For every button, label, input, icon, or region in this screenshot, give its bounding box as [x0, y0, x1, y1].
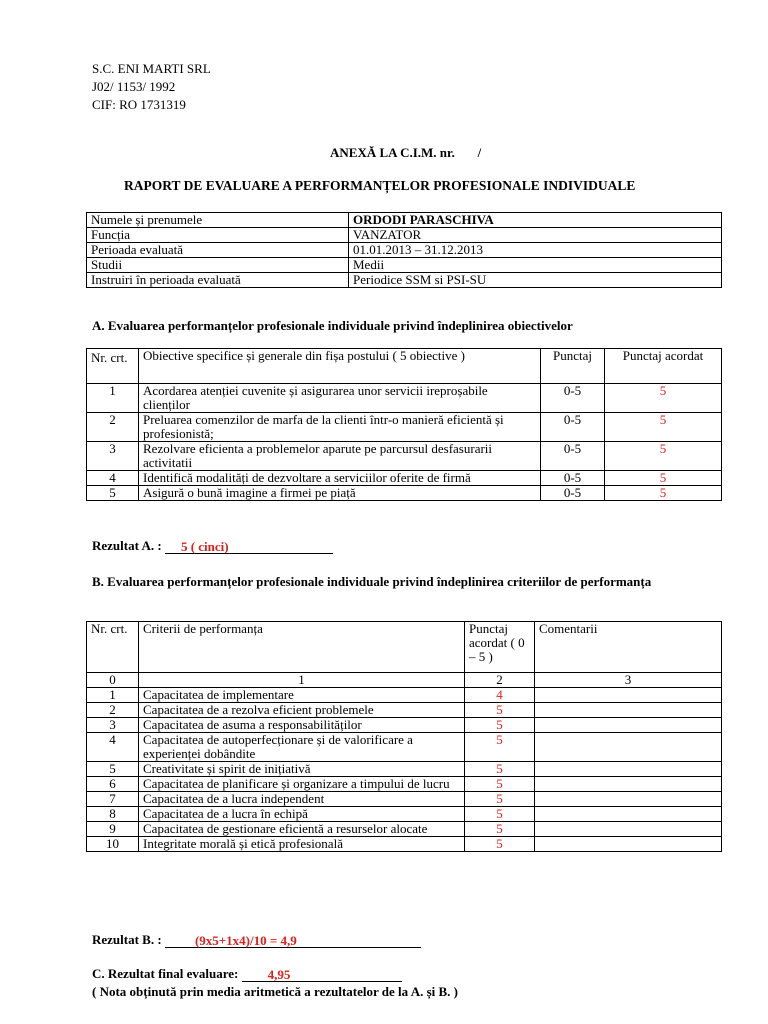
- info-value: Medii: [349, 258, 722, 273]
- annex-title: ANEXĂ LA C.I.M. nr. /: [330, 145, 482, 160]
- criteria-comment: [535, 822, 722, 837]
- criteria-text: Creativitate și spirit de inițiativă: [139, 762, 465, 777]
- index-3: 3: [535, 673, 722, 688]
- company-name: S.C. ENI MARTI SRL: [92, 61, 211, 76]
- criteria-comment: [535, 837, 722, 852]
- objective-range: 0-5: [541, 442, 605, 471]
- objective-range: 0-5: [541, 413, 605, 442]
- criteria-nr: 4: [87, 733, 139, 762]
- criteria-row: [87, 822, 722, 837]
- criteria-comment: [535, 703, 722, 718]
- criteria-row: [87, 688, 722, 703]
- result-a: [92, 538, 333, 554]
- col-nr-label: Nr. crt.: [91, 350, 128, 365]
- criteria-row: [87, 733, 722, 762]
- criteria-score: 5: [465, 837, 535, 852]
- criteria-text: Capacitatea de a lucra în echipă: [139, 807, 465, 822]
- objective-row: [87, 471, 722, 486]
- final-note: ( Nota obținută prin media aritmetică a rezultatelor de la A. și B. ): [92, 984, 459, 999]
- criteria-text: Capacitatea de asuma a responsabilităților: [139, 718, 465, 733]
- result-a-line: [165, 539, 333, 554]
- objective-score: 5: [605, 413, 722, 442]
- result-b: [92, 932, 421, 948]
- objectives-table: [86, 348, 722, 501]
- criteria-comment: [535, 777, 722, 792]
- criteria-text: Capacitatea de implementare: [139, 688, 465, 703]
- page-title: RAPORT DE EVALUARE A PERFORMANȚELOR PROFESIONALE INDIVIDUALE: [124, 178, 636, 193]
- result-a-value: 5 ( cinci): [180, 539, 229, 554]
- objective-row: [87, 442, 722, 471]
- info-label: Studii: [87, 258, 349, 273]
- criteria-nr: 5: [87, 762, 139, 777]
- info-label: Funcția: [87, 228, 349, 243]
- criteria-nr: 7: [87, 792, 139, 807]
- objective-nr: 3: [87, 442, 139, 471]
- criteria-comment: [535, 733, 722, 762]
- objective-nr: 2: [87, 413, 139, 442]
- criteria-nr: 8: [87, 807, 139, 822]
- col-criteria: Criterii de performanța: [139, 622, 465, 673]
- criteria-comment: [535, 807, 722, 822]
- final-label: C. Rezultat final evaluare:: [92, 966, 239, 981]
- info-row: [87, 228, 722, 243]
- info-value: VANZATOR: [349, 228, 722, 243]
- criteria-row: [87, 762, 722, 777]
- criteria-row: [87, 792, 722, 807]
- section-b-heading: B. Evaluarea performanțelor profesionale individuale privind îndeplinirea criteriilor de performanța: [92, 574, 652, 589]
- criteria-score: 5: [465, 762, 535, 777]
- objective-nr: 1: [87, 384, 139, 413]
- criteria-text: Integritate morală și etică profesională: [139, 837, 465, 852]
- criteria-score: 5: [465, 792, 535, 807]
- info-row: [87, 243, 722, 258]
- col-comments: Comentarii: [535, 622, 722, 673]
- info-row: [87, 273, 722, 288]
- result-b-line: [165, 933, 421, 948]
- final-value: 4,95: [267, 967, 291, 982]
- col-punctaj-acordat: Punctaj acordat: [605, 349, 722, 384]
- criteria-row: [87, 777, 722, 792]
- index-2: 2: [465, 673, 535, 688]
- company-reg: J02/ 1153/ 1992: [92, 79, 176, 94]
- criteria-text: Capacitatea de planificare și organizare a timpului de lucru: [139, 777, 465, 792]
- info-label: Numele și prenumele: [87, 213, 349, 228]
- criteria-score: 4: [465, 688, 535, 703]
- criteria-row: [87, 718, 722, 733]
- criteria-score: 5: [465, 807, 535, 822]
- objective-row: [87, 384, 722, 413]
- info-row: [87, 258, 722, 273]
- objective-range: 0-5: [541, 384, 605, 413]
- info-value: ORDODI PARASCHIVA: [349, 213, 722, 228]
- criteria-row: [87, 837, 722, 852]
- criteria-score: 5: [465, 718, 535, 733]
- criteria-table: [86, 621, 722, 852]
- company-header: [92, 60, 211, 114]
- index-0: 0: [87, 673, 139, 688]
- criteria-nr: 1: [87, 688, 139, 703]
- info-label: Perioada evaluată: [87, 243, 349, 258]
- criteria-score: 5: [465, 703, 535, 718]
- criteria-comment: [535, 792, 722, 807]
- criteria-text: Capacitatea de gestionare eficientă a resurselor alocate: [139, 822, 465, 837]
- objective-text: Identifică modalități de dezvoltare a serviciilor oferite de firmă: [139, 471, 541, 486]
- col-punctaj: Punctaj: [541, 349, 605, 384]
- objective-score: 5: [605, 442, 722, 471]
- result-b-value: (9x5+1x4)/10 = 4,9: [194, 933, 297, 948]
- criteria-nr: 6: [87, 777, 139, 792]
- objective-row: [87, 486, 722, 501]
- info-label: Instruiri în perioada evaluată: [87, 273, 349, 288]
- criteria-score: 5: [465, 733, 535, 762]
- criteria-nr: 10: [87, 837, 139, 852]
- objective-text: Asigură o bună imagine a firmei pe piață: [139, 486, 541, 501]
- criteria-score: 5: [465, 822, 535, 837]
- objective-text: Rezolvare eficienta a problemelor aparute pe parcursul desfasurarii activitatii: [139, 442, 541, 471]
- info-table: [86, 212, 722, 288]
- objective-score: 5: [605, 471, 722, 486]
- objective-text: Acordarea atenției cuvenite și asigurarea unor servicii ireproșabile clienților: [139, 384, 541, 413]
- criteria-text: Capacitatea de a lucra independent: [139, 792, 465, 807]
- info-row: [87, 213, 722, 228]
- objective-row: [87, 413, 722, 442]
- index-1: 1: [139, 673, 465, 688]
- criteria-text: Capacitatea de a rezolva eficient problemele: [139, 703, 465, 718]
- info-value: Periodice SSM si PSI-SU: [349, 273, 722, 288]
- section-a-heading: A. Evaluarea performanțelor profesionale individuale privind îndeplinirea obiectivelor: [92, 318, 573, 333]
- col-nr-b: Nr. crt.: [87, 622, 139, 673]
- criteria-comment: [535, 718, 722, 733]
- criteria-score: 5: [465, 777, 535, 792]
- criteria-comment: [535, 762, 722, 777]
- criteria-comment: [535, 688, 722, 703]
- col-nr: [87, 349, 139, 384]
- col-acordat: Punctaj acordat ( 0 – 5 ): [465, 622, 535, 673]
- company-cif: CIF: RO 1731319: [92, 97, 186, 112]
- objective-score: 5: [605, 384, 722, 413]
- final-result: [92, 966, 402, 982]
- final-line: [242, 967, 402, 982]
- objective-nr: 5: [87, 486, 139, 501]
- criteria-nr: 9: [87, 822, 139, 837]
- info-value: 01.01.2013 – 31.12.2013: [349, 243, 722, 258]
- result-b-label: Rezultat B. :: [92, 932, 162, 947]
- objective-score: 5: [605, 486, 722, 501]
- criteria-row: [87, 703, 722, 718]
- objective-range: 0-5: [541, 471, 605, 486]
- objective-text: Preluarea comenzilor de marfa de la clienti într-o manieră eficientă și profesionistă;: [139, 413, 541, 442]
- objective-range: 0-5: [541, 486, 605, 501]
- col-objectives: Obiective specifice și generale din fișa postului ( 5 obiective ): [139, 349, 541, 384]
- criteria-text: Capacitatea de autoperfecționare și de valorificare a experienței dobândite: [139, 733, 465, 762]
- result-a-label: Rezultat A. :: [92, 538, 162, 553]
- criteria-nr: 2: [87, 703, 139, 718]
- criteria-row: [87, 807, 722, 822]
- criteria-nr: 3: [87, 718, 139, 733]
- objective-nr: 4: [87, 471, 139, 486]
